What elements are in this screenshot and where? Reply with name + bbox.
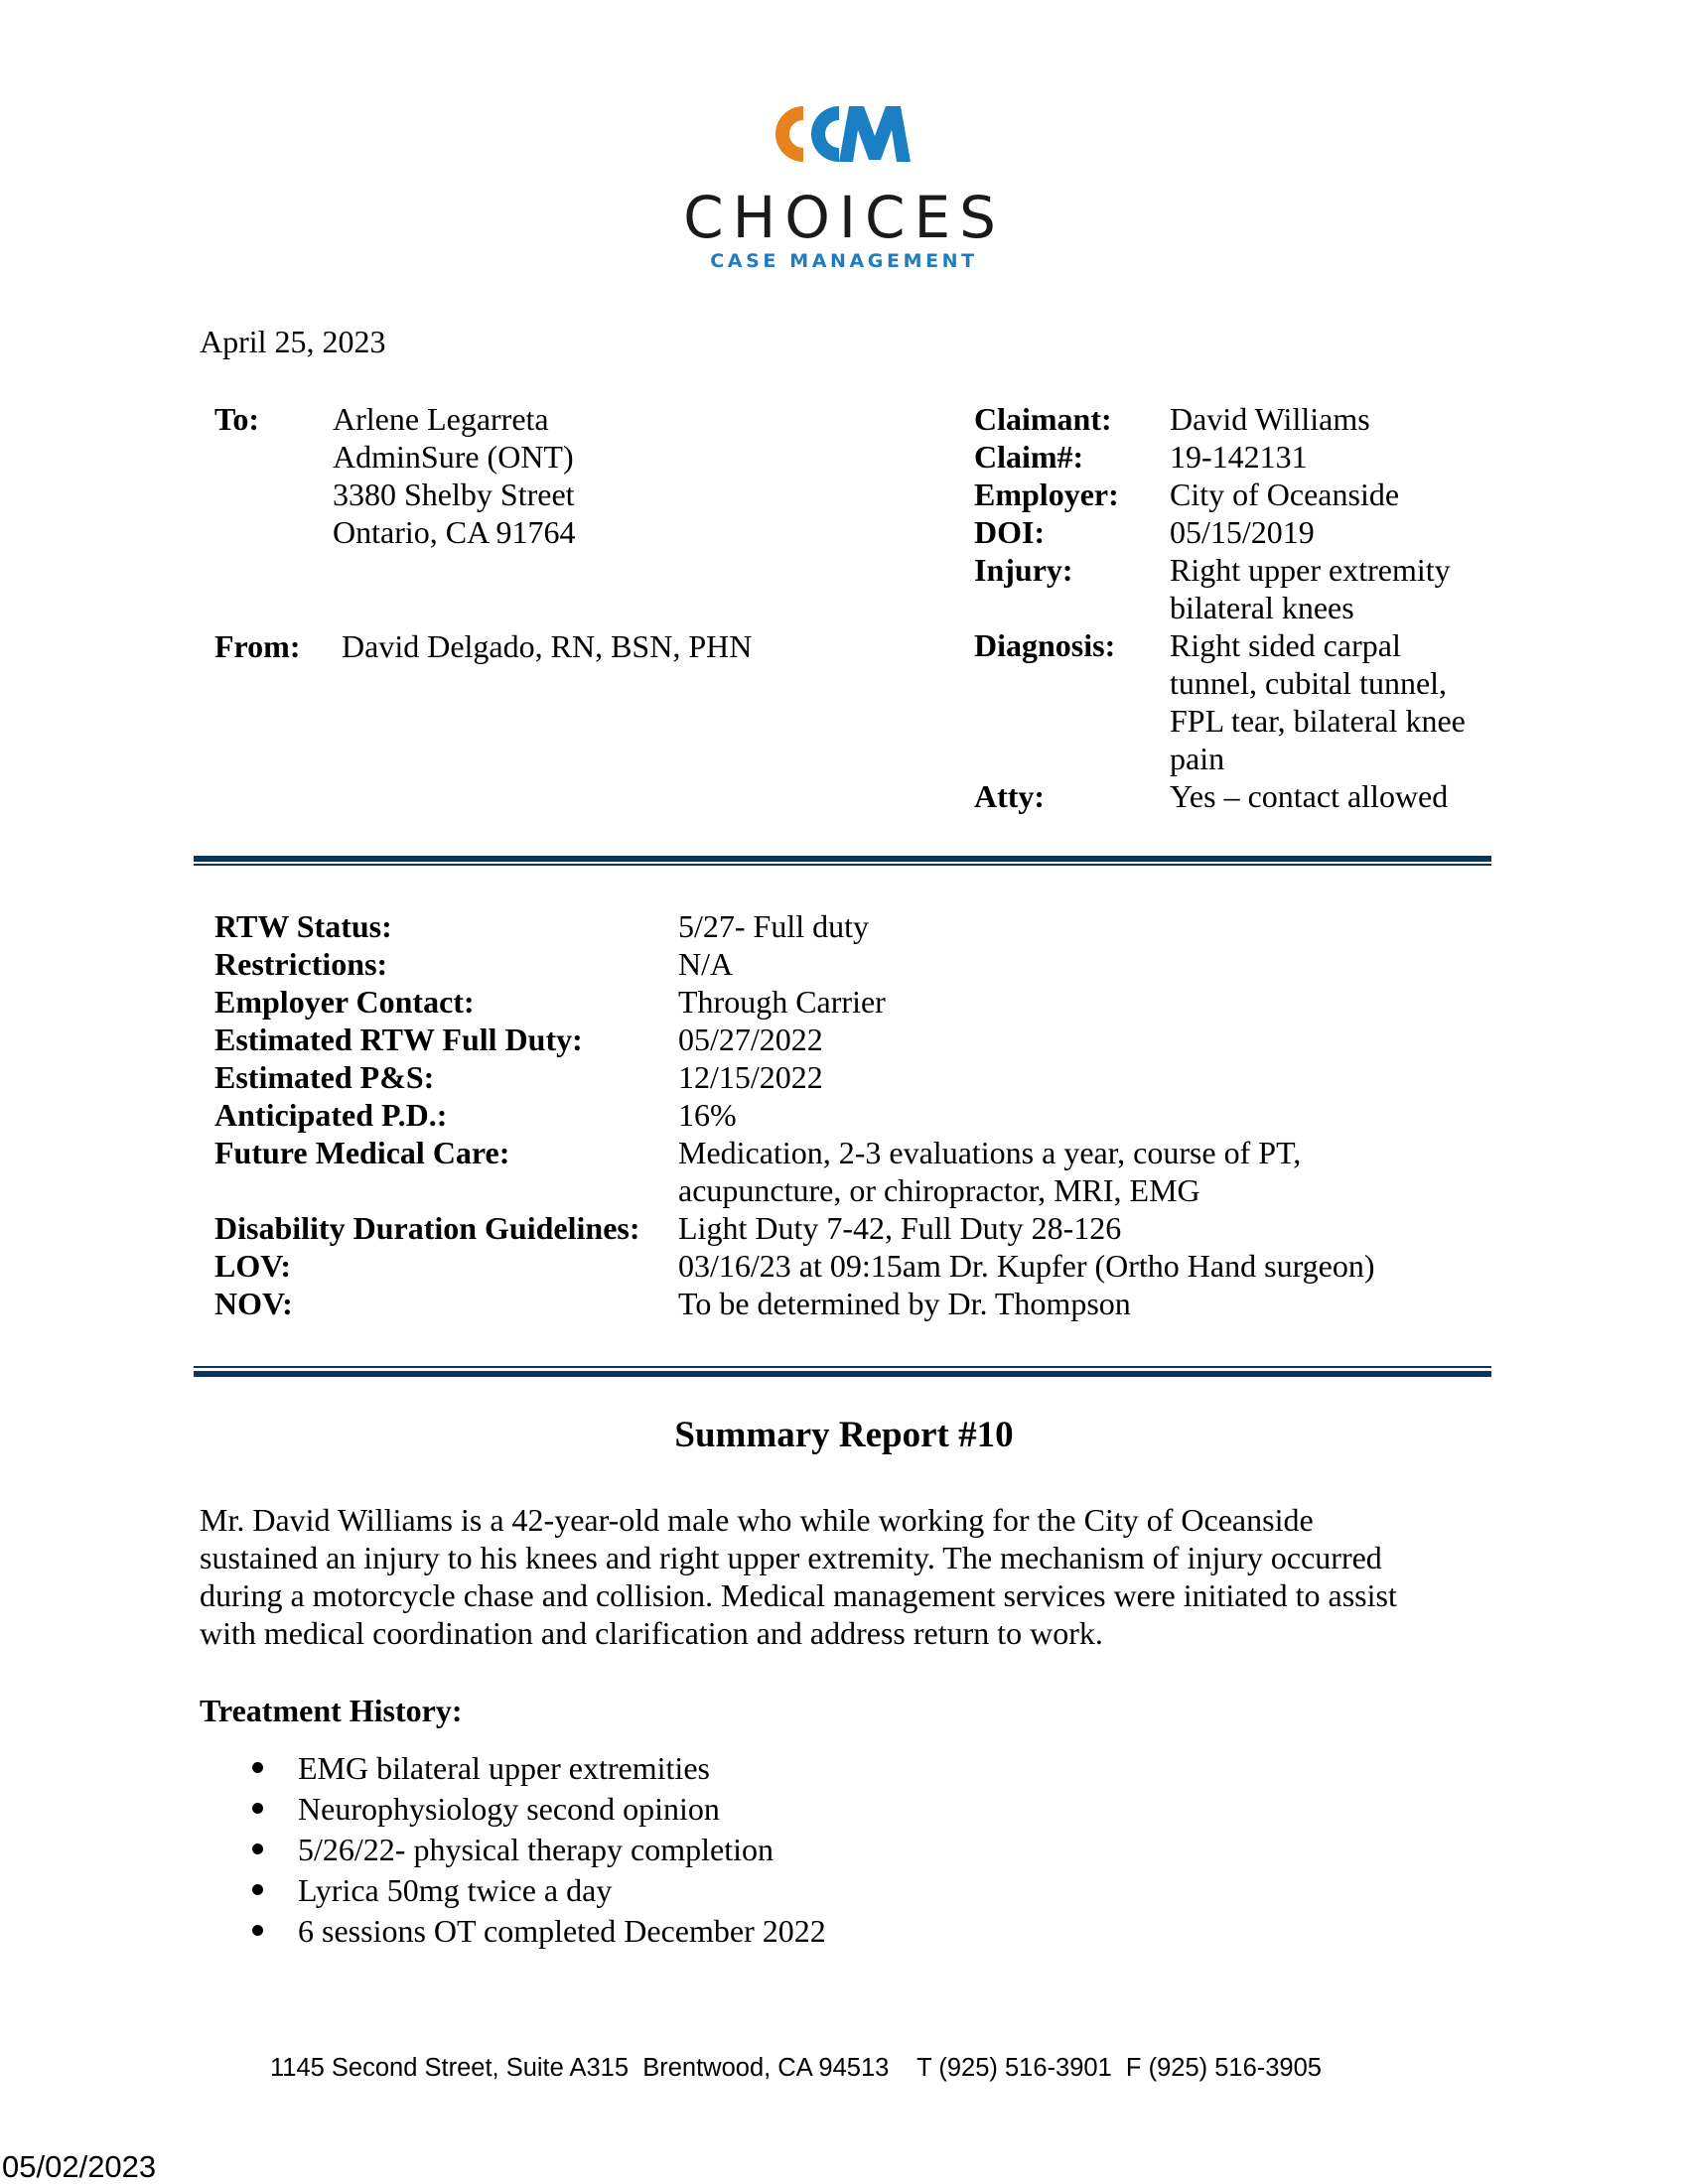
claim-info-label: Diagnosis: — [974, 627, 1116, 663]
claim-info-value: City of Oceanside — [1170, 477, 1400, 512]
status-label: Estimated RTW Full Duty: — [214, 1022, 583, 1057]
recipient-company: AdminSure (ONT) — [333, 439, 574, 475]
claim-info-label: Claim#: — [974, 439, 1084, 475]
claim-info-value: bilateral knees — [1170, 590, 1354, 625]
from-label: From: — [214, 628, 301, 664]
treatment-item-text: 6 sessions OT completed December 2022 — [298, 1913, 826, 1949]
claim-info-label: Claimant: — [974, 401, 1112, 437]
treatment-item-text: 5/26/22- physical therapy completion — [298, 1832, 774, 1867]
status-value: Light Duty 7-42, Full Duty 28-126 — [678, 1210, 1122, 1246]
logo-m-blue — [839, 106, 911, 162]
recipient-city: Ontario, CA 91764 — [333, 514, 576, 550]
status-label: Estimated P&S: — [214, 1059, 435, 1095]
status-value: Through Carrier — [678, 984, 886, 1020]
status-label: LOV: — [214, 1248, 292, 1284]
summary-paragraph-line: with medical coordination and clarification and address return to work. — [200, 1615, 1103, 1651]
bullet-icon — [252, 1925, 263, 1936]
bullet-icon — [252, 1843, 263, 1854]
status-value: 16% — [678, 1097, 737, 1133]
claim-info-label: DOI: — [974, 514, 1046, 550]
status-value: 03/16/23 at 09:15am Dr. Kupfer (Ortho Hand surgeon) — [678, 1248, 1375, 1284]
status-label: RTW Status: — [214, 908, 392, 944]
summary-paragraph-line: sustained an injury to his knees and right upper extremity. The mechanism of injury occurred — [200, 1540, 1382, 1575]
bullet-icon — [252, 1762, 263, 1773]
claim-info-label: Employer: — [974, 477, 1119, 512]
claim-info-label: Atty: — [974, 778, 1046, 814]
treatment-item-text: Neurophysiology second opinion — [298, 1791, 720, 1827]
status-value: N/A — [678, 946, 734, 982]
status-value: 5/27- Full duty — [678, 908, 870, 944]
bullet-icon — [252, 1884, 263, 1895]
claim-info-value: tunnel, cubital tunnel, — [1170, 665, 1448, 701]
section-divider-top — [194, 856, 1491, 868]
claim-info-value: Yes – contact allowed — [1170, 778, 1449, 814]
claim-info-label: Injury: — [974, 552, 1073, 588]
to-label: To: — [214, 401, 260, 437]
recipient-street: 3380 Shelby Street — [333, 477, 575, 512]
status-value: 05/27/2022 — [678, 1022, 823, 1057]
claim-info-value: 19-142131 — [1170, 439, 1308, 475]
logo-c-blue — [811, 106, 839, 162]
logo-company-name: CHOICES — [683, 184, 1005, 251]
claim-info-value: FPL tear, bilateral knee — [1170, 703, 1466, 739]
claim-info-value: Right upper extremity — [1170, 552, 1451, 588]
status-value: acupuncture, or chiropractor, MRI, EMG — [678, 1172, 1200, 1208]
claim-info-value: pain — [1170, 741, 1225, 776]
letter-date: April 25, 2023 — [200, 324, 386, 359]
status-value: 12/15/2022 — [678, 1059, 823, 1095]
status-label: Restrictions: — [214, 946, 388, 982]
recipient-address — [333, 400, 575, 551]
summary-paragraph — [200, 1501, 1397, 1652]
status-label: Disability Duration Guidelines: — [214, 1210, 640, 1246]
status-value: Medication, 2-3 evaluations a year, course of PT, — [678, 1135, 1302, 1170]
status-label: Anticipated P.D.: — [214, 1097, 448, 1133]
treatment-item-text: Lyrica 50mg twice a day — [298, 1872, 613, 1908]
treatment-history-heading: Treatment History: — [200, 1693, 463, 1728]
ccm-logo-mark-icon — [770, 102, 914, 166]
bullet-icon — [252, 1803, 263, 1814]
summary-paragraph-line: Mr. David Williams is a 42-year-old male who while working for the City of Oceanside — [200, 1502, 1314, 1538]
summary-title: Summary Report #10 — [674, 1415, 1014, 1455]
claim-info-value: David Williams — [1170, 401, 1370, 437]
status-label: NOV: — [214, 1286, 293, 1321]
status-label: Future Medical Care: — [214, 1135, 510, 1170]
status-value: To be determined by Dr. Thompson — [678, 1286, 1131, 1321]
recipient-name: Arlene Legarreta — [333, 401, 549, 437]
logo-c-orange — [775, 106, 803, 162]
status-label: Employer Contact: — [214, 984, 475, 1020]
treatment-item-text: EMG bilateral upper extremities — [298, 1750, 710, 1786]
claim-info-value: 05/15/2019 — [1170, 514, 1315, 550]
logo-subtitle: CASE MANAGEMENT — [710, 250, 978, 272]
stamp-date: 05/02/2023 — [2, 2149, 157, 2184]
summary-paragraph-line: during a motorcycle chase and collision. Medical management services were initiated to assist — [200, 1577, 1397, 1613]
section-divider-bottom — [194, 1366, 1491, 1378]
from-value: David Delgado, RN, BSN, PHN — [342, 628, 753, 664]
footer-address: 1145 Second Street, Suite A315 Brentwood, CA 94513 T (925) 516-3901 F (925) 516-3905 — [270, 2054, 1322, 2082]
claim-info-value: Right sided carpal — [1170, 627, 1401, 663]
